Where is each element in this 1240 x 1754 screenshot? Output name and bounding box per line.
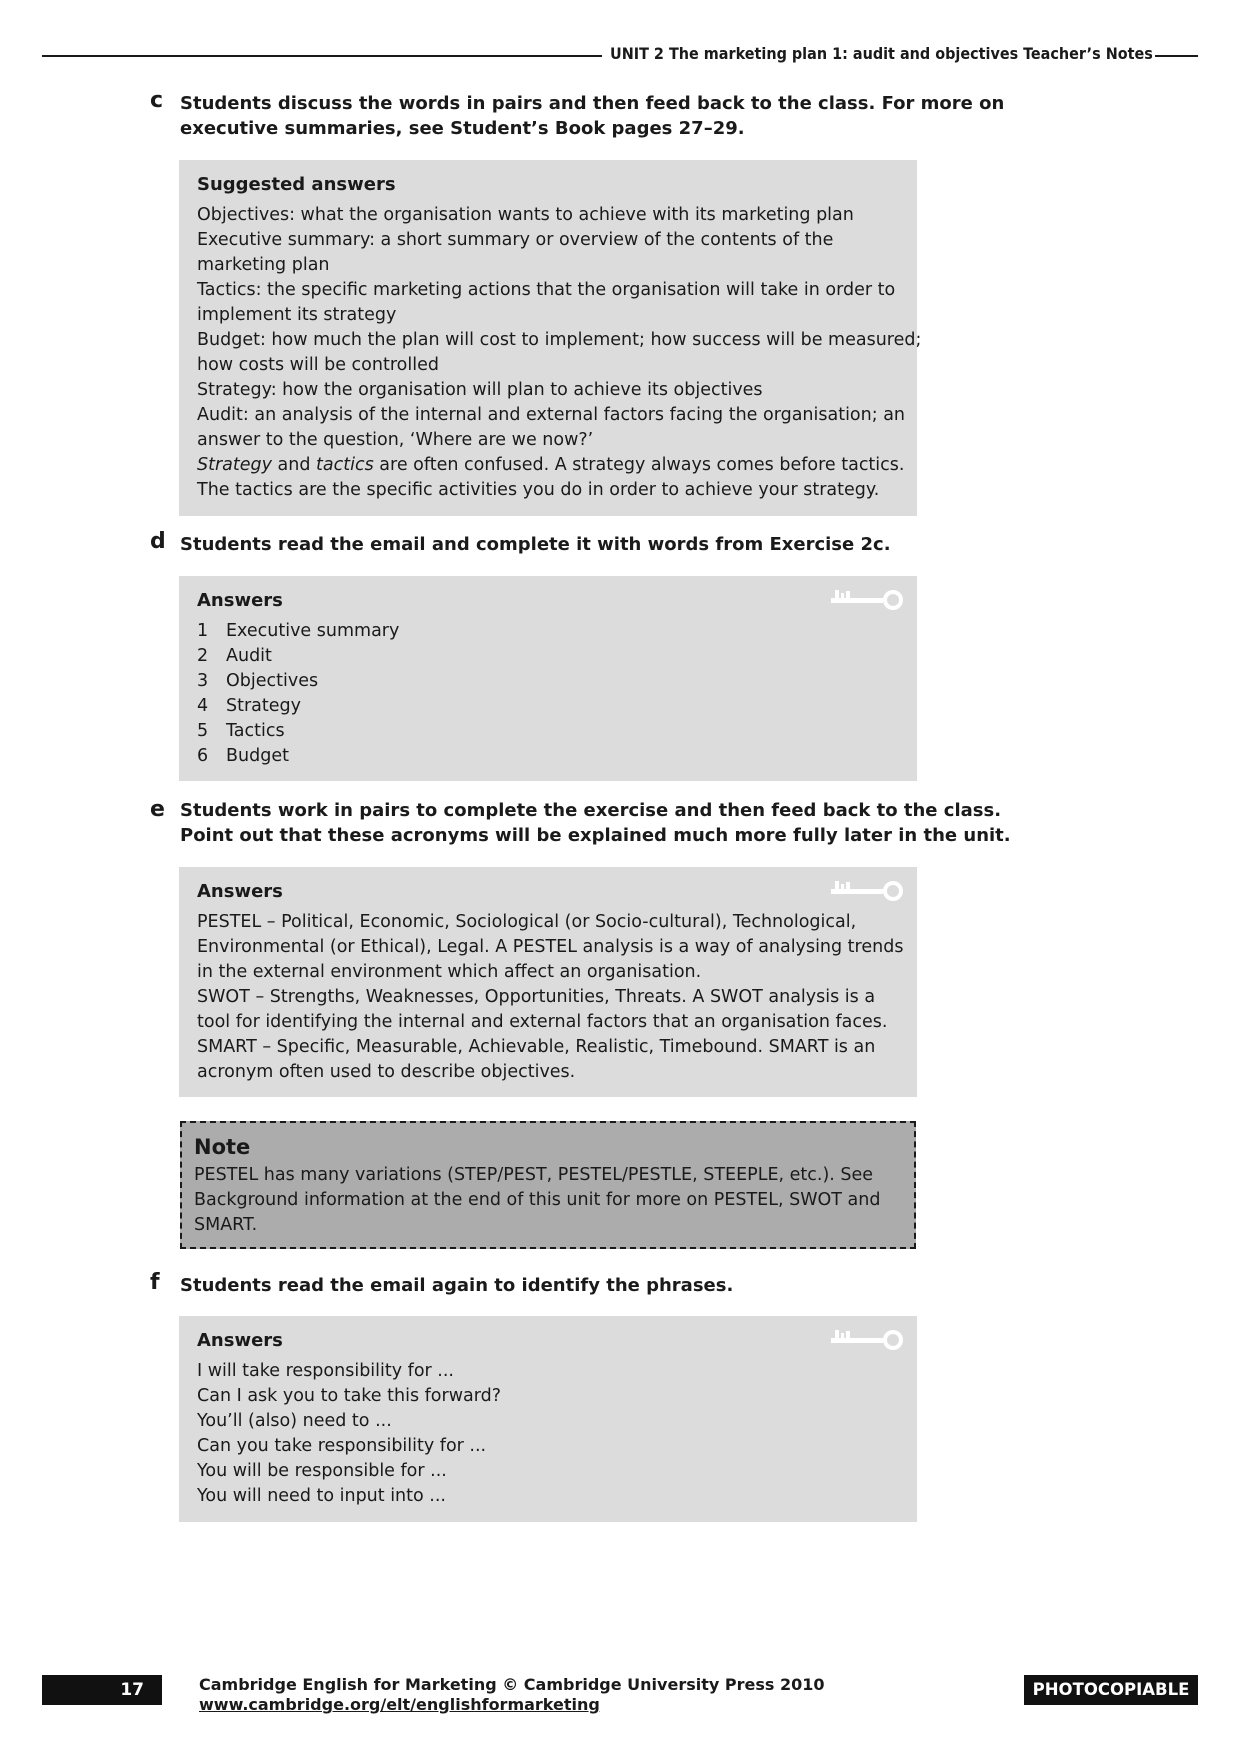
answer-line: in the external environment which affect an organisation. — [197, 962, 702, 982]
italic-term: tactics — [316, 455, 374, 475]
note-title: Note — [194, 1135, 251, 1159]
instruction-line: Point out that these acronyms will be explained much more fully later in the unit. — [180, 825, 1011, 846]
key-icon — [831, 1324, 905, 1354]
answer-text: Strategy — [226, 696, 301, 716]
instruction-line: executive summaries, see Student’s Book pages 27–29. — [180, 118, 745, 139]
answer-text: Tactics — [226, 721, 285, 741]
answer-line: Executive summary: a short summary or overview of the contents of the — [197, 230, 834, 250]
numbered-answer — [197, 719, 899, 744]
key-icon — [831, 875, 905, 905]
text-span: and — [271, 455, 317, 475]
answer-line: acronym often used to describe objectives. — [197, 1062, 576, 1082]
answer-line: SWOT – Strengths, Weaknesses, Opportunities, Threats. A SWOT analysis is a — [197, 987, 876, 1007]
answer-line: Can I ask you to take this forward? — [197, 1386, 502, 1406]
box-title: Answers — [197, 881, 283, 902]
answer-line: Can you take responsibility for ... — [197, 1436, 487, 1456]
answer-text: Budget — [226, 746, 289, 766]
answer-text: Objectives — [226, 671, 319, 691]
running-header: UNIT 2 The marketing plan 1: audit and objectives Teacher’s Notes — [610, 44, 1153, 63]
copyright-text: Cambridge English for Marketing © Cambridge University Press 2010 — [199, 1675, 825, 1694]
photocopiable-badge: PHOTOCOPIABLE — [1024, 1675, 1198, 1705]
answer-line: Audit: an analysis of the internal and external factors facing the organisation; an — [197, 405, 906, 425]
answer-line: answer to the question, ‘Where are we now?’ — [197, 430, 594, 450]
answers-box-e — [179, 867, 917, 1097]
note-line: SMART. — [194, 1215, 258, 1235]
answer-line: how costs will be controlled — [197, 355, 439, 375]
answer-number: 3 — [197, 671, 209, 691]
answer-line: PESTEL – Political, Economic, Sociological (or Socio-cultural), Technological, — [197, 912, 857, 932]
instruction-line: Students discuss the words in pairs and then feed back to the class. For more on — [180, 93, 1005, 114]
key-icon — [831, 584, 905, 614]
answer-line: I will take responsibility for ... — [197, 1361, 454, 1381]
answer-line: tool for identifying the internal and external factors that an organisation faces. — [197, 1012, 888, 1032]
item-letter-e: e — [150, 797, 165, 822]
answer-line: SMART – Specific, Measurable, Achievable, Realistic, Timebound. SMART is an — [197, 1037, 876, 1057]
italic-term: Strategy — [197, 455, 272, 475]
box-title: Answers — [197, 1330, 283, 1351]
item-instruction-d — [180, 532, 920, 557]
answer-number: 5 — [197, 721, 209, 741]
answer-line: Strategy: how the organisation will plan to achieve its objectives — [197, 380, 763, 400]
item-instruction-c — [180, 91, 1005, 141]
page-number: 17 — [42, 1675, 162, 1705]
answer-line: You will need to input into ... — [197, 1486, 446, 1506]
answer-line — [197, 453, 905, 478]
suggested-answers-box — [179, 160, 922, 516]
instruction-line: Students work in pairs to complete the exercise and then feed back to the class. — [180, 800, 1002, 821]
answer-text: Audit — [226, 646, 272, 666]
answer-line: Objectives: what the organisation wants to achieve with its marketing plan — [197, 205, 854, 225]
answer-line: You’ll (also) need to ... — [197, 1411, 392, 1431]
item-letter-f: f — [150, 1270, 160, 1295]
answers-box-d — [179, 576, 917, 781]
answer-line: marketing plan — [197, 255, 330, 275]
answers-box-f — [179, 1316, 917, 1522]
answer-number: 1 — [197, 621, 209, 641]
numbered-answer — [197, 669, 899, 694]
box-title: Suggested answers — [197, 174, 396, 195]
note-line: Background information at the end of this unit for more on PESTEL, SWOT and — [194, 1190, 881, 1210]
note-line: PESTEL has many variations (STEP/PEST, PESTEL/PESTLE, STEEPLE, etc.). See — [194, 1165, 874, 1185]
answer-number: 2 — [197, 646, 209, 666]
numbered-answer — [197, 619, 899, 644]
answer-line: Budget: how much the plan will cost to implement; how success will be measured; — [197, 330, 922, 350]
instruction-line: Students read the email and complete it with words from Exercise 2c. — [180, 534, 891, 555]
answer-line: Tactics: the specific marketing actions that the organisation will take in order to — [197, 280, 896, 300]
item-letter-d: d — [150, 529, 166, 554]
note-box — [180, 1121, 916, 1249]
item-letter-c: c — [150, 88, 164, 113]
item-instruction-f — [180, 1273, 920, 1298]
numbered-answer — [197, 744, 899, 769]
numbered-answer — [197, 644, 899, 669]
numbered-answer — [197, 694, 899, 719]
answer-text: Executive summary — [226, 621, 400, 641]
footer-link[interactable]: www.cambridge.org/elt/englishformarketing — [199, 1695, 600, 1714]
answer-line: The tactics are the specific activities you do in order to achieve your strategy. — [197, 480, 880, 500]
header-rule — [42, 55, 602, 57]
answer-number: 4 — [197, 696, 209, 716]
instruction-line: Students read the email again to identify the phrases. — [180, 1275, 734, 1296]
footer-credit — [199, 1675, 824, 1715]
answer-line: implement its strategy — [197, 305, 397, 325]
answer-line: Environmental (or Ethical), Legal. A PESTEL analysis is a way of analysing trends — [197, 937, 904, 957]
text-span: are often confused. A strategy always comes before tactics. — [373, 455, 905, 475]
header-rule — [1155, 55, 1198, 57]
answer-line: You will be responsible for ... — [197, 1461, 447, 1481]
box-title: Answers — [197, 590, 283, 611]
answer-number: 6 — [197, 746, 209, 766]
item-instruction-e — [180, 798, 1011, 848]
